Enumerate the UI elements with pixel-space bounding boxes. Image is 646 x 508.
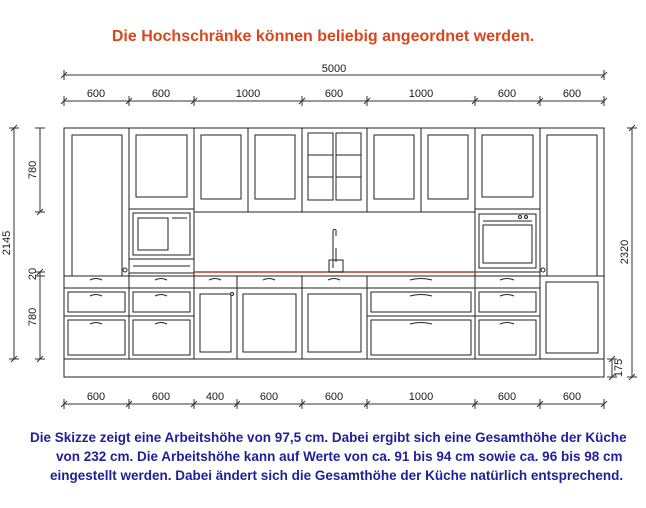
top-dim-label: 600 [324,88,344,100]
top-dimension-labels [87,88,581,100]
bottom-dim-label: 600 [86,391,106,403]
bottom-dim-label: 600 [151,391,171,403]
bottom-dim-label: 1000 [408,391,434,403]
sink-base-cabinet [302,276,367,359]
note-line: Die Skizze zeigt eine Arbeitshöhe von 97,5 cm. Dabei ergibt sich eine Gesamthöhe der Küche [30,430,627,445]
top-dim-label: 600 [86,88,106,100]
bottom-dim-label: 600 [259,391,279,403]
top-dim-label: 600 [497,88,517,100]
note-line: eingestellt werden. Dabei ändert sich die Gesamthöhe der Küche natürlich entsprechend. [50,468,624,483]
top-dim-label: 1000 [408,88,434,100]
top-dim-label: 1000 [235,88,261,100]
right-dimension-labels [613,240,631,377]
right-dim-label: 175 [613,358,625,378]
note-line: von 232 cm. Die Arbeitshöhe kann auf Werte von ca. 91 bis 94 cm sowie ca. 96 bis 98 cm [56,449,623,464]
base-cabinet-drawers-left [64,276,129,359]
top-dim-label: 600 [562,88,582,100]
tall-cabinet-with-microwave [129,128,194,273]
base-cabinet-drawers-7 [475,276,540,359]
bottom-dim-label: 600 [562,391,582,403]
left-dimension-labels [1,161,39,326]
left-dim-label: 780 [27,307,39,327]
base-cabinet-600-door [237,276,302,359]
top-dim-label: 600 [151,88,171,100]
glass-wall-cabinet [302,128,367,212]
kitchen-front-view [64,128,604,377]
bottom-dimension-labels [87,391,581,403]
diagram-title: Die Hochschränke können beliebig angeordnet werden. [111,28,535,45]
tall-cabinet-with-oven [475,128,540,272]
base-cabinet-1000-drawers [367,276,475,359]
wall-cabinet-1000-right [367,128,475,212]
left-dim-label: 20 [27,267,39,281]
total-width-label: 5000 [321,63,347,75]
wall-cabinet-1000-left [194,128,302,212]
base-cabinet-right [540,276,604,359]
kitchen-tap [329,229,343,272]
right-dim-label: 2320 [619,239,631,265]
bottom-dim-label: 600 [497,391,517,403]
bottom-dim-label: 600 [324,391,344,403]
plinth [64,359,604,377]
left-dim-label: 2145 [1,230,13,256]
left-dim-label: 780 [27,160,39,180]
base-cabinet-400 [194,276,237,359]
explanatory-note [22,428,642,485]
bottom-dim-label: 400 [205,391,225,403]
base-cabinet-drawers-2 [129,276,194,359]
